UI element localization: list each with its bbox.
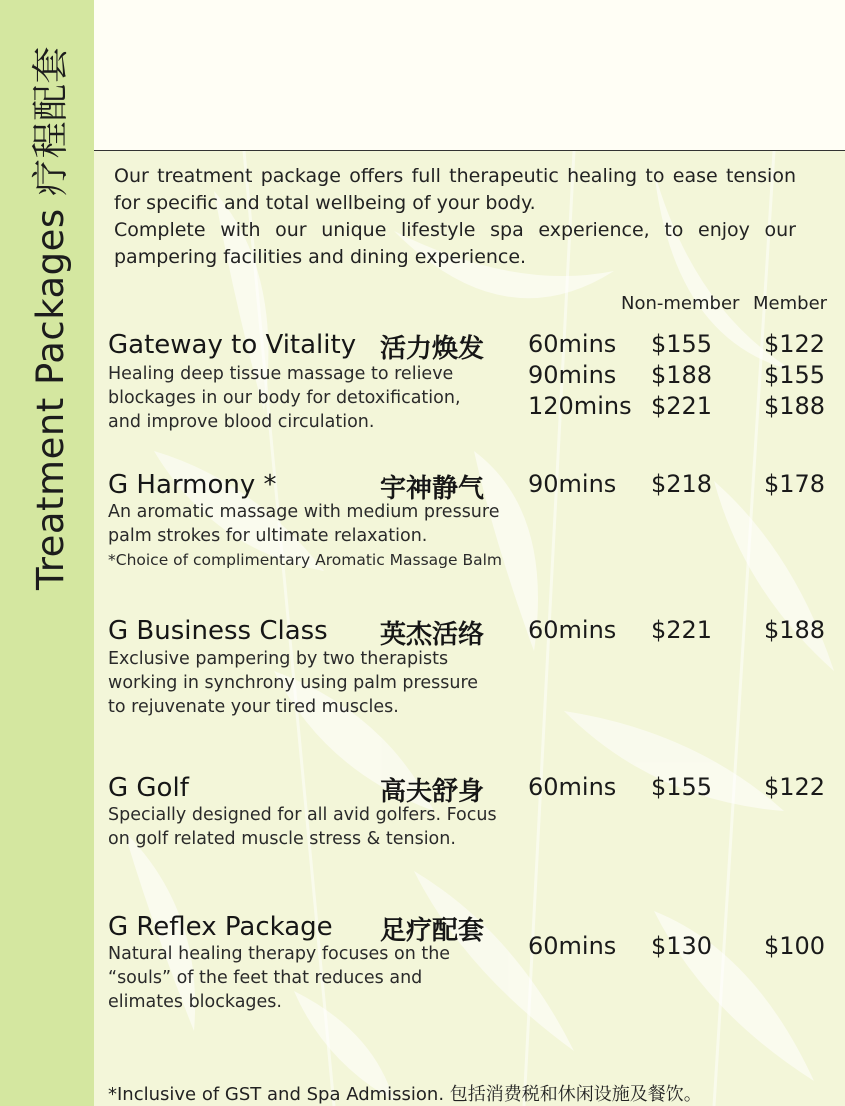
description-line: An aromatic massage with medium pressure (108, 502, 500, 522)
duration: 120mins (528, 392, 632, 420)
description-line: “souls” of the feet that reduces and (108, 968, 423, 988)
description-line: Specially designed for all avid golfers. Focus (108, 805, 497, 825)
non-member-price: $221 (651, 616, 713, 644)
duration: 60mins (528, 616, 617, 644)
non-member-price: $221 (651, 392, 713, 420)
package-note: *Choice of complimentary Aromatic Massage Balm (108, 551, 503, 569)
member-price: $155 (764, 361, 826, 389)
package-description (108, 803, 497, 851)
price-row (528, 361, 828, 392)
package-name: G Harmony * (108, 470, 277, 500)
description-line: Exclusive pampering by two therapists (108, 649, 449, 669)
non-member-price: $218 (651, 470, 713, 498)
description-line: Healing deep tissue massage to relieve (108, 364, 454, 384)
package-name-cn: 足疗配套 (380, 916, 485, 946)
intro-text (114, 163, 796, 271)
footer-note: *Inclusive of GST and Spa Admission. 包括消费税和休闲设施及餐饮。 (108, 1084, 702, 1105)
member-price: $188 (764, 616, 826, 644)
price-row (528, 330, 828, 361)
package-description (108, 647, 478, 719)
intro-paragraph: Our treatment package offers full therapeutic healing to ease tension for specific and total wellbeing of your body. (114, 165, 796, 214)
page-title: Treatment Packages 疗程配套 (29, 46, 72, 590)
duration: 60mins (528, 773, 617, 801)
price-row (528, 932, 828, 963)
header-band (94, 0, 845, 150)
column-header-non-member: Non-member (621, 293, 740, 314)
non-member-price: $155 (651, 330, 713, 358)
description-line: to rejuvenate your tired muscles. (108, 697, 399, 717)
non-member-price: $155 (651, 773, 713, 801)
description-line: working in synchrony using palm pressure (108, 673, 479, 693)
package-description (108, 942, 450, 1014)
price-row (528, 773, 828, 804)
description-line: elimates blockages. (108, 992, 282, 1012)
description-line: and improve blood circulation. (108, 412, 375, 432)
description-line: palm strokes for ultimate relaxation. (108, 526, 428, 546)
duration: 90mins (528, 361, 617, 389)
description-line: Natural healing therapy focuses on the (108, 944, 451, 964)
package-name-cn: 英杰活络 (380, 620, 485, 650)
package-name: G Business Class (108, 616, 328, 646)
duration: 60mins (528, 330, 617, 358)
package-description (108, 362, 461, 434)
package-name: Gateway to Vitality (108, 330, 357, 360)
package-name-cn: 高夫舒身 (380, 777, 485, 807)
price-row (528, 616, 828, 647)
package-name-cn: 活力焕发 (380, 334, 485, 364)
package-description (108, 500, 502, 572)
non-member-price: $188 (651, 361, 713, 389)
intro-paragraph: Complete with our unique lifestyle spa experience, to enjoy our pampering facilities and dining experience. (114, 219, 796, 268)
package-name: G Golf (108, 773, 189, 803)
member-price: $178 (764, 470, 826, 498)
description-line: on golf related muscle stress & tension. (108, 829, 456, 849)
description-line: blockages in our body for detoxification, (108, 388, 461, 408)
non-member-price: $130 (651, 932, 713, 960)
column-header-member: Member (753, 293, 828, 314)
sidebar (0, 0, 94, 1106)
duration: 90mins (528, 470, 617, 498)
member-price: $188 (764, 392, 826, 420)
duration: 60mins (528, 932, 617, 960)
member-price: $122 (764, 330, 826, 358)
member-price: $122 (764, 773, 826, 801)
package-name: G Reflex Package (108, 912, 333, 942)
package-name-cn: 宇神静气 (380, 474, 485, 504)
price-row (528, 392, 828, 423)
member-price: $100 (764, 932, 826, 960)
price-row (528, 470, 828, 501)
